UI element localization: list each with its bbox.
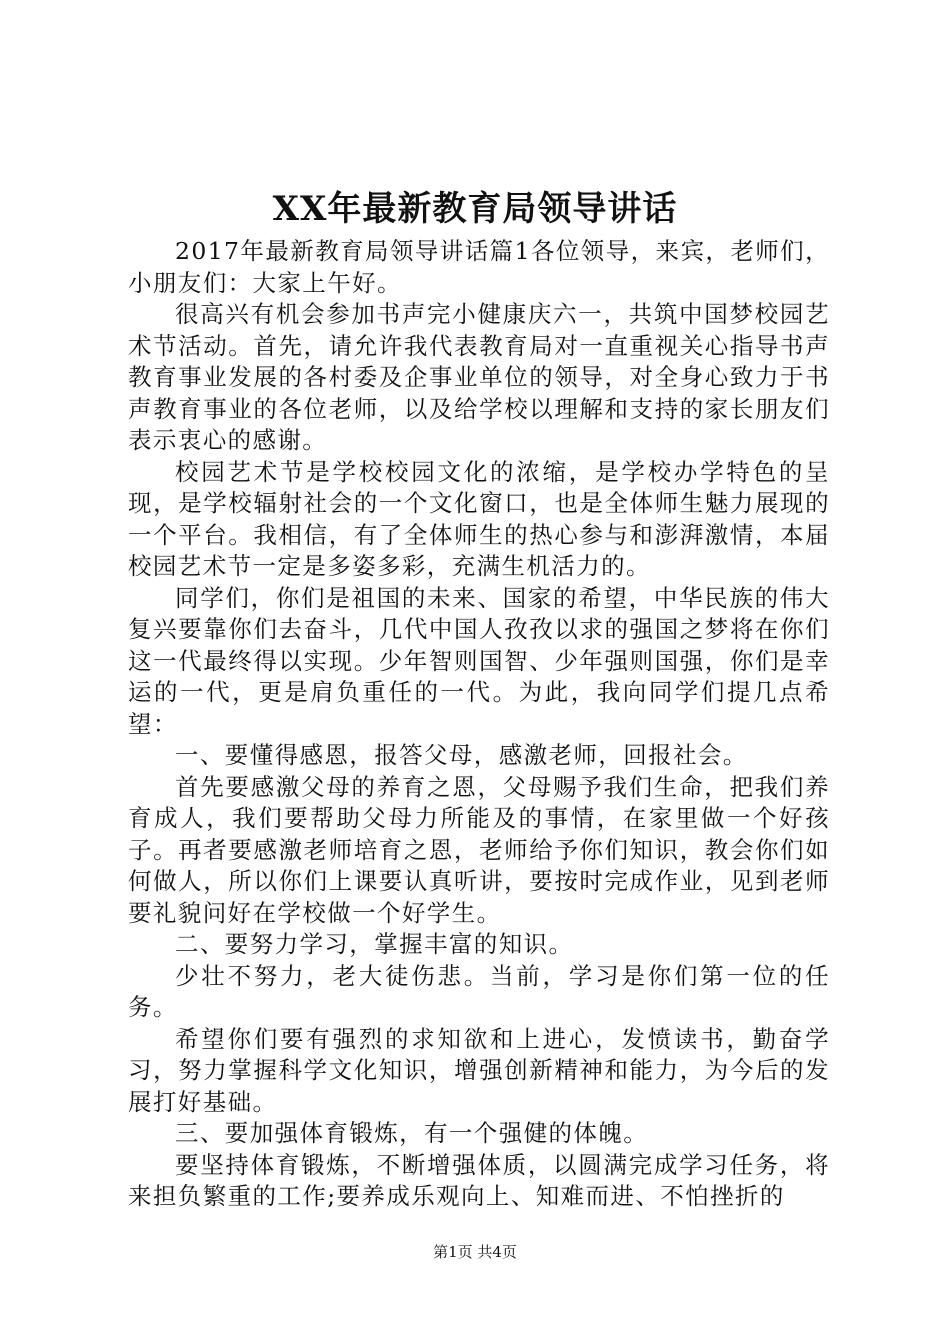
paragraph: 希望你们要有强烈的求知欲和上进心，发愤读书，勤奋学习，努力掌握科学文化知识，增强创新精神和能力，为今后的发展打好基础。 <box>128 1024 830 1116</box>
paragraph: 校园艺术节是学校校园文化的浓缩，是学校办学特色的呈现，是学校辐射社会的一个文化窗口，也是全体师生魅力展现的一个平台。我相信，有了全体师生的热心参与和澎湃激情，本届校园艺术节一定是多姿多彩，充满生机活力的。 <box>128 457 830 580</box>
document-body <box>128 236 830 1213</box>
page-footer: 第1页 共4页 <box>433 1243 517 1261</box>
paragraph: 2017年最新教育局领导讲话篇1各位领导，来宾，老师们，小朋友们：大家上午好。 <box>128 237 830 297</box>
paragraph: 很高兴有机会参加书声完小健康庆六一，共筑中国梦校园艺术节活动。首先，请允许我代表教育局对一直重视关心指导书声教育事业发展的各村委及企事业单位的领导，对全身心致力于书声教育事业的各位老师，以及给学校以理解和支持的家长朋友们表示衷心的感谢。 <box>128 300 830 454</box>
document-title: XX年最新教育局领导讲话 <box>272 189 678 229</box>
paragraph: 首先要感激父母的养育之恩，父母赐予我们生命，把我们养育成人，我们要帮助父母力所能及的事情，在家里做一个好孩子。再者要感激老师培育之恩，老师给予你们知识，教会你们如何做人，所以你们上课要认真听讲，要按时完成作业，见到老师要礼貌问好在学校做一个好学生。 <box>128 772 830 927</box>
paragraph: 二、要努力学习，掌握丰富的知识。 <box>175 930 574 958</box>
paragraph: 要坚持体育锻炼，不断增强体质，以圆满完成学习任务，将来担负繁重的工作;要养成乐观向上、知难而进、不怕挫折的 <box>128 1150 830 1210</box>
paragraph: 少壮不努力，老大徒伤悲。当前，学习是你们第一位的任务。 <box>128 961 830 1021</box>
paragraph: 三、要加强体育锻炼，有一个强健的体魄。 <box>175 1119 649 1147</box>
paragraph: 同学们，你们是祖国的未来、国家的希望，中华民族的伟大复兴要靠你们去奋斗，几代中国人孜孜以求的强国之梦将在你们这一代最终得以实现。少年智则国智、少年强则国强，你们是幸运的一代，更是肩负重任的一代。为此，我向同学们提几点希望： <box>128 583 830 738</box>
paragraph: 一、要懂得感恩，报答父母，感激老师，回报社会。 <box>175 741 748 769</box>
